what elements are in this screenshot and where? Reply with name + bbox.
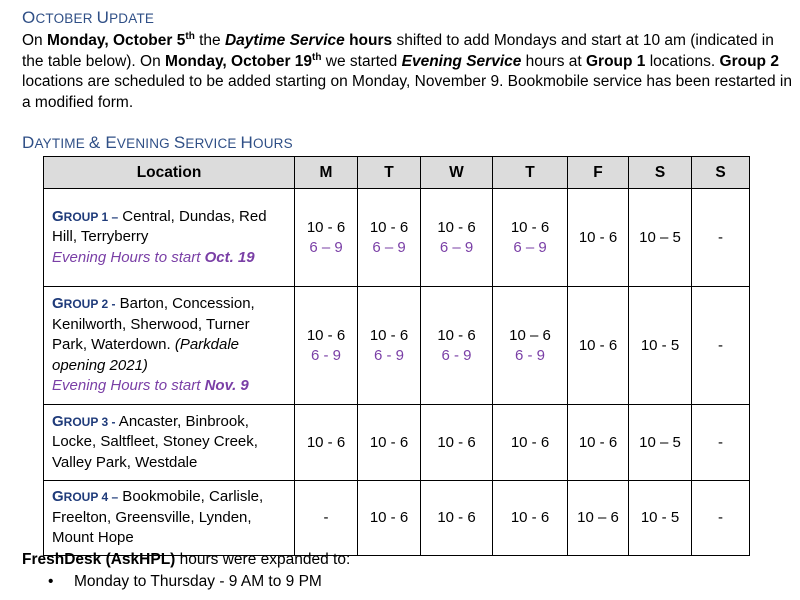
day-hours: 10 - 5 — [640, 336, 680, 354]
text-run: we started — [321, 52, 402, 70]
cell-thursday — [493, 189, 568, 287]
evening-hours: 6 - 9 — [441, 346, 472, 364]
evening-hours: 6 - 9 — [310, 346, 341, 364]
day-hours: 10 - 6 — [437, 218, 476, 236]
cell-wednesday — [421, 189, 493, 287]
heading-text: OURS — [253, 136, 293, 151]
freshdesk-title: FreshDesk (AskHPL) — [22, 551, 176, 568]
table-row — [44, 405, 750, 481]
group-1-locations: Central, Dundas, Red Hill, Terryberry — [52, 207, 267, 246]
cell-friday — [568, 189, 629, 287]
text-run: hours — [344, 32, 393, 49]
group-name-char: G — [52, 295, 64, 313]
list-item-text: Monday to Thursday - 9 AM to 9 PM — [74, 573, 322, 590]
header-saturday: S — [629, 157, 692, 189]
group-name-text: ROUP 4 – — [63, 490, 119, 504]
text-run: locations are scheduled to be added starting on Monday, November 9. Bookmobile service has been restarted in a modified form. — [22, 73, 792, 111]
day-hours: 10 - 6 — [369, 218, 409, 236]
heading-text: CTOBER — [35, 11, 97, 26]
group-name-char: G — [52, 412, 64, 430]
heading-text: & — [88, 133, 106, 152]
note-text: Evening Hours to start — [52, 248, 205, 266]
daytime-service-term: Daytime Service — [224, 32, 345, 49]
text-run: On — [22, 32, 47, 49]
day-hours: 10 - 6 — [510, 218, 550, 236]
cell-sunday — [692, 481, 750, 556]
group-4-location-cell — [44, 481, 295, 556]
text-run: hours at — [521, 52, 586, 70]
day-hours: 10 – 6 — [577, 508, 619, 526]
note-date: Oct. 19 — [204, 248, 255, 266]
evening-hours: 6 – 9 — [439, 238, 474, 256]
group-2-term: Group 2 — [719, 52, 779, 70]
cell-saturday — [629, 189, 692, 287]
table-row — [44, 189, 750, 287]
text-run: the — [194, 32, 225, 49]
group-4-locations: Bookmobile, Carlisle, Freelton, Greensville, Lynden, Mount Hope — [52, 488, 264, 546]
note-text: Evening Hours to start — [52, 377, 205, 395]
group-name-char: G — [52, 207, 64, 225]
group-1-location-cell — [44, 189, 295, 287]
text-run: shifted to add Mondays and start at 10 am (indicated in the table below). On — [22, 32, 774, 70]
heading-text: AYTIME — [34, 136, 89, 151]
day-hours: - — [718, 228, 723, 246]
header-location: Location — [44, 157, 295, 189]
group-2-locations: Barton, Concession, Kenilworth, Sherwood, Turner Park, Waterdown. — [52, 295, 255, 354]
group-3-name — [52, 413, 115, 430]
october-update-paragraph — [22, 31, 792, 113]
evening-service-term: Evening Service — [401, 52, 522, 70]
heading-char: D — [22, 133, 35, 152]
table-row — [44, 287, 750, 405]
group-2-location-cell — [44, 287, 295, 405]
freshdesk-hours-list — [48, 571, 322, 592]
table-row — [44, 481, 750, 556]
service-hours-heading — [22, 133, 293, 153]
cell-saturday — [629, 481, 692, 556]
cell-saturday — [629, 287, 692, 405]
cell-monday — [295, 481, 358, 556]
heading-text: VENING — [116, 136, 174, 151]
group-name-char: G — [52, 488, 64, 505]
day-hours: 10 - 6 — [437, 508, 476, 526]
freshdesk-paragraph — [22, 551, 350, 569]
day-hours: 10 – 6 — [509, 326, 551, 344]
day-hours: 10 - 6 — [578, 228, 618, 246]
group-4-name — [52, 488, 118, 505]
heading-char: E — [105, 133, 117, 152]
bullet-icon: • — [48, 573, 54, 590]
group-2-name — [52, 295, 115, 312]
day-hours: 10 - 6 — [369, 508, 409, 526]
day-hours: 10 - 6 — [306, 433, 346, 451]
evening-hours: 6 - 9 — [373, 346, 404, 364]
day-hours: 10 - 6 — [578, 433, 618, 451]
day-hours: 10 - 6 — [306, 218, 346, 236]
cell-wednesday — [421, 287, 493, 405]
cell-friday — [568, 405, 629, 481]
header-tuesday: T — [358, 157, 421, 189]
day-hours: 10 – 5 — [639, 228, 681, 246]
heading-text: PDATE — [109, 11, 155, 26]
day-hours: 10 - 6 — [578, 336, 618, 354]
cell-thursday — [493, 481, 568, 556]
cell-tuesday — [358, 481, 421, 556]
group-name-text: ROUP 1 – — [63, 209, 119, 224]
group-name-text: ROUP 3 - — [63, 414, 116, 429]
text-run: locations. — [645, 52, 720, 70]
day-hours: 10 - 6 — [510, 433, 550, 451]
day-hours: 10 - 5 — [640, 508, 680, 526]
header-wednesday: W — [421, 157, 493, 189]
heading-char: S — [173, 133, 186, 152]
group-3-locations: Ancaster, Binbrook, Locke, Saltfleet, Stoney Creek, Valley Park, Westdale — [52, 412, 258, 471]
cell-wednesday — [421, 405, 493, 481]
header-friday: F — [568, 157, 629, 189]
ordinal-suffix: th — [185, 30, 195, 42]
header-thursday: T — [493, 157, 568, 189]
ordinal-suffix: th — [312, 51, 322, 63]
cell-sunday — [692, 287, 750, 405]
day-hours: 10 - 6 — [437, 433, 476, 451]
cell-monday — [295, 287, 358, 405]
group-1-name — [52, 208, 118, 225]
cell-monday — [295, 405, 358, 481]
heading-char: U — [96, 8, 110, 27]
header-sunday: S — [692, 157, 750, 189]
day-hours: 10 - 6 — [306, 326, 346, 344]
day-hours: 10 - 6 — [369, 326, 409, 344]
day-hours: 10 – 5 — [639, 433, 681, 451]
cell-saturday — [629, 405, 692, 481]
header-monday: M — [295, 157, 358, 189]
day-hours: - — [323, 508, 329, 526]
day-hours: 10 - 6 — [437, 326, 476, 344]
cell-friday — [568, 481, 629, 556]
cell-tuesday — [358, 189, 421, 287]
group-1-evening-note — [52, 249, 255, 266]
evening-hours: 6 - 9 — [514, 346, 545, 364]
october-update-heading — [22, 8, 154, 28]
note-date: Nov. 9 — [204, 377, 249, 395]
cell-thursday — [493, 287, 568, 405]
day-hours: 10 - 6 — [510, 508, 550, 526]
heading-char: O — [22, 8, 36, 27]
date-oct-5: Monday, October 5 — [46, 32, 186, 49]
group-3-location-cell — [44, 405, 295, 481]
group-name-text: ROUP 2 - — [63, 297, 116, 312]
date-oct-19: Monday, October 19 — [165, 52, 313, 70]
parkdale-note: (Parkdale opening 2021) — [52, 336, 240, 374]
group-1-term: Group 1 — [586, 52, 646, 70]
cell-monday — [295, 189, 358, 287]
cell-sunday — [692, 189, 750, 287]
group-2-evening-note — [52, 377, 249, 394]
day-hours: - — [718, 508, 723, 526]
day-hours: 10 - 6 — [369, 433, 409, 451]
cell-thursday — [493, 405, 568, 481]
cell-tuesday — [358, 287, 421, 405]
heading-char: H — [240, 133, 254, 152]
cell-tuesday — [358, 405, 421, 481]
cell-wednesday — [421, 481, 493, 556]
list-item — [48, 571, 322, 592]
heading-text: ERVICE — [185, 136, 241, 151]
day-hours: - — [718, 336, 723, 354]
cell-sunday — [692, 405, 750, 481]
evening-hours: 6 – 9 — [309, 238, 343, 256]
service-hours-table — [43, 156, 750, 556]
evening-hours: 6 – 9 — [513, 238, 547, 256]
evening-hours: 6 – 9 — [372, 238, 406, 256]
cell-friday — [568, 287, 629, 405]
day-hours: - — [718, 433, 723, 451]
freshdesk-text: hours were expanded to: — [175, 551, 351, 568]
table-header-row — [44, 157, 750, 189]
